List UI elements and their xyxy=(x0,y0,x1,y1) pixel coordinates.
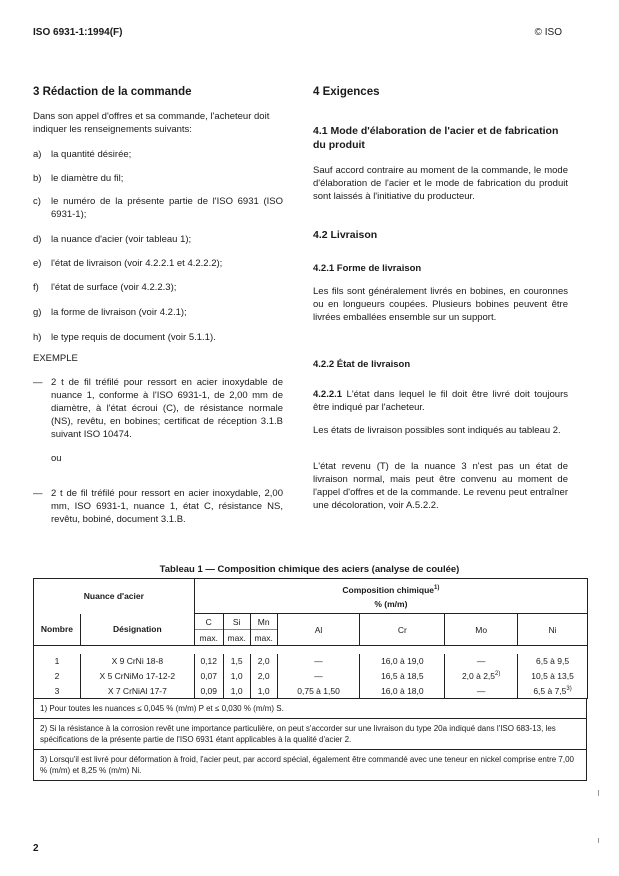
tempered-state-text: L'état revenu (T) de la nuance 3 n'est pas un état de livraison normal, mais peut être convenu au moment de l'appel d'offres et de la commande. Le revenu peut entraîner une décoloration, voir A.5.2.2. xyxy=(313,461,568,511)
cell-c: 0,07 xyxy=(194,669,223,684)
or-text: ou xyxy=(51,453,62,464)
list-item-label: e) xyxy=(33,258,42,269)
cell-designation: X 7 CrNiAl 17-7 xyxy=(80,684,194,699)
cell-mo: — xyxy=(445,654,518,669)
section-4-2-2-1-number: 4.2.2.1 xyxy=(313,389,343,400)
composition-unit: % (m/m) xyxy=(374,598,408,609)
list-item xyxy=(33,257,283,270)
cell-al: 0,75 à 1,50 xyxy=(277,684,360,699)
cell-cr: 16,0 à 18,0 xyxy=(360,684,445,699)
dash-marker: — xyxy=(33,377,43,388)
footnote-ref: 3) xyxy=(566,685,572,692)
list-item-label: c) xyxy=(33,196,41,207)
list-item xyxy=(33,331,283,344)
col-designation: Désignation xyxy=(80,614,194,646)
copyright-mark: © ISO xyxy=(534,27,562,38)
max-label: max. xyxy=(223,630,250,646)
list-item-label: h) xyxy=(33,332,42,343)
page-number: 2 xyxy=(33,843,39,854)
list-item xyxy=(33,306,283,319)
example-item xyxy=(33,376,283,442)
table-row xyxy=(34,654,588,669)
cell-mn: 1,0 xyxy=(250,684,277,699)
list-item xyxy=(33,148,283,161)
cell-nombre: 3 xyxy=(34,684,81,699)
chemical-composition-table xyxy=(33,578,588,781)
table-footnotes xyxy=(33,699,587,781)
col-al: Al xyxy=(277,614,360,646)
list-item-label: b) xyxy=(33,173,42,184)
cell-cr: 16,5 à 18,5 xyxy=(360,669,445,684)
list-item-label: f) xyxy=(33,282,39,293)
col-si: Si xyxy=(223,614,250,630)
example-item xyxy=(33,487,283,525)
list-item-label: d) xyxy=(33,234,42,245)
composition-note-ref: 1) xyxy=(434,585,440,592)
dash-marker: — xyxy=(33,488,43,499)
max-label: max. xyxy=(194,630,223,646)
list-item-text: l'état de surface (voir 4.2.2.3); xyxy=(51,282,177,293)
cell-cr: 16,0 à 19,0 xyxy=(360,654,445,669)
cell-si: 1,5 xyxy=(223,654,250,669)
table-caption: Tableau 1 — Composition chimique des aciers (analyse de coulée) xyxy=(159,564,460,575)
footnote: 2) Si la résistance à la corrosion revêt une importance particulière, on peut s'accorder sur une livraison du type 20a indiqué dans l'ISO 683-13, les spécifications de la présente partie de l'ISO 6931 étant applicables à la qualité d'acier 2. xyxy=(34,719,586,750)
cell-ni-value: 6,5 à 7,5 xyxy=(533,685,567,696)
footnote: 1) Pour toutes les nuances ≤ 0,045 % (m/m) P et ≤ 0,030 % (m/m) S. xyxy=(34,699,586,719)
cell-nombre: 1 xyxy=(34,654,81,669)
col-ni: Ni xyxy=(518,614,588,646)
section-3-intro: Dans son appel d'offres et sa commande, l'acheteur doit indiquer les renseignements suivants: xyxy=(33,111,270,135)
composition-header xyxy=(194,579,587,614)
cell-mn: 2,0 xyxy=(250,669,277,684)
example-text: 2 t de fil tréfilé pour ressort en acier inoxydable, 2,00 mm, ISO 6931-1, nuance 1, état C, résistance NS, revêtu, bobiné, document 3.1.B. xyxy=(51,488,283,525)
cell-mo-value: 2,0 à 2,5 xyxy=(461,671,496,681)
cell-ni: 10,5 à 13,5 xyxy=(518,669,588,684)
list-item-text: le diamètre du fil; xyxy=(51,173,124,184)
nuance-header: Nuance d'acier xyxy=(34,579,195,614)
table-row xyxy=(34,669,588,684)
section-4-2-1-title: 4.2.1 Forme de livraison xyxy=(313,263,422,274)
scan-artifact xyxy=(598,790,599,796)
delivery-states-text: Les états de livraison possibles sont indiqués au tableau 2. xyxy=(313,425,561,436)
document-reference: ISO 6931-1:1994(F) xyxy=(33,27,123,38)
col-nombre: Nombre xyxy=(34,614,81,646)
col-mo: Mo xyxy=(445,614,518,646)
footnote-ref: 2) xyxy=(495,671,501,678)
cell-al: — xyxy=(277,654,360,669)
col-cr: Cr xyxy=(360,614,445,646)
section-4-2-2-title: 4.2.2 État de livraison xyxy=(313,359,411,370)
list-item-label: g) xyxy=(33,307,42,318)
cell-si: 1,0 xyxy=(223,669,250,684)
section-4-1-title: 4.1 Mode d'élaboration de l'acier et de fabrication du produit xyxy=(313,125,559,151)
section-3-title: 3 Rédaction de la commande xyxy=(33,86,192,98)
table-row xyxy=(34,684,588,699)
list-item xyxy=(33,233,283,246)
col-mn: Mn xyxy=(250,614,277,630)
list-item-text: le numéro de la présente partie de l'ISO 6931 (ISO 6931-1); xyxy=(51,196,283,220)
section-4-2-1-text: Les fils sont généralement livrés en bobines, en couronnes ou en longueurs coupées. Plusieurs bobines peuvent être livrées emballées ensemble sur un support. xyxy=(313,286,568,323)
footnote: 3) Lorsqu'il est livré pour déformation à froid, l'acier peut, par accord spécial, également être commandé avec une teneur en nickel comprise entre 7,00 % (m/m) et 8,25 % (m/m) Ni. xyxy=(40,755,575,775)
list-item-text: la forme de livraison (voir 4.2.1); xyxy=(51,307,187,318)
cell-al: — xyxy=(277,669,360,684)
section-4-2-2-1-para xyxy=(313,388,568,414)
max-label: max. xyxy=(250,630,277,646)
list-item xyxy=(33,281,283,294)
section-4-1-text: Sauf accord contraire au moment de la commande, le mode d'élaboration de l'acier et le mode de fabrication du produit sont laissés à l'initiative du producteur. xyxy=(313,165,568,202)
cell-designation: X 5 CrNiMo 17-12-2 xyxy=(80,669,194,684)
list-item xyxy=(33,195,283,221)
col-c: C xyxy=(194,614,223,630)
cell-mn: 2,0 xyxy=(250,654,277,669)
section-4-2-2-1-text: L'état dans lequel le fil doit être livré doit toujours être indiqué par l'acheteur. xyxy=(313,389,568,413)
cell-c: 0,12 xyxy=(194,654,223,669)
list-item-text: le type requis de document (voir 5.1.1). xyxy=(51,332,216,343)
cell-nombre: 2 xyxy=(34,669,81,684)
cell-c: 0,09 xyxy=(194,684,223,699)
cell-si: 1,0 xyxy=(223,684,250,699)
cell-mo: — xyxy=(445,684,518,699)
cell-ni xyxy=(518,684,588,699)
cell-ni: 6,5 à 9,5 xyxy=(518,654,588,669)
list-item xyxy=(33,172,283,185)
list-item-text: l'état de livraison (voir 4.2.2.1 et 4.2.2.2); xyxy=(51,258,223,269)
cell-mo xyxy=(445,669,518,684)
example-text: 2 t de fil tréfilé pour ressort en acier inoxydable de nuance 1, conforme à l'ISO 6931-1, de 2,00 mm de diamètre, à l'état écroui (C), de résistance normale (NS), revêtu, en bobines; certificat de réception 3.1.B suivant ISO 10474. xyxy=(51,377,283,440)
scan-artifact xyxy=(598,838,599,843)
composition-header-label: Composition chimique xyxy=(342,584,435,595)
list-item-text: la quantité désirée; xyxy=(51,149,132,160)
example-label: EXEMPLE xyxy=(33,353,78,364)
section-4-title: 4 Exigences xyxy=(313,86,380,98)
section-4-2-title: 4.2 Livraison xyxy=(313,229,378,241)
cell-designation: X 9 CrNi 18-8 xyxy=(80,654,194,669)
list-item-label: a) xyxy=(33,149,42,160)
list-item-text: la nuance d'acier (voir tableau 1); xyxy=(51,234,192,245)
